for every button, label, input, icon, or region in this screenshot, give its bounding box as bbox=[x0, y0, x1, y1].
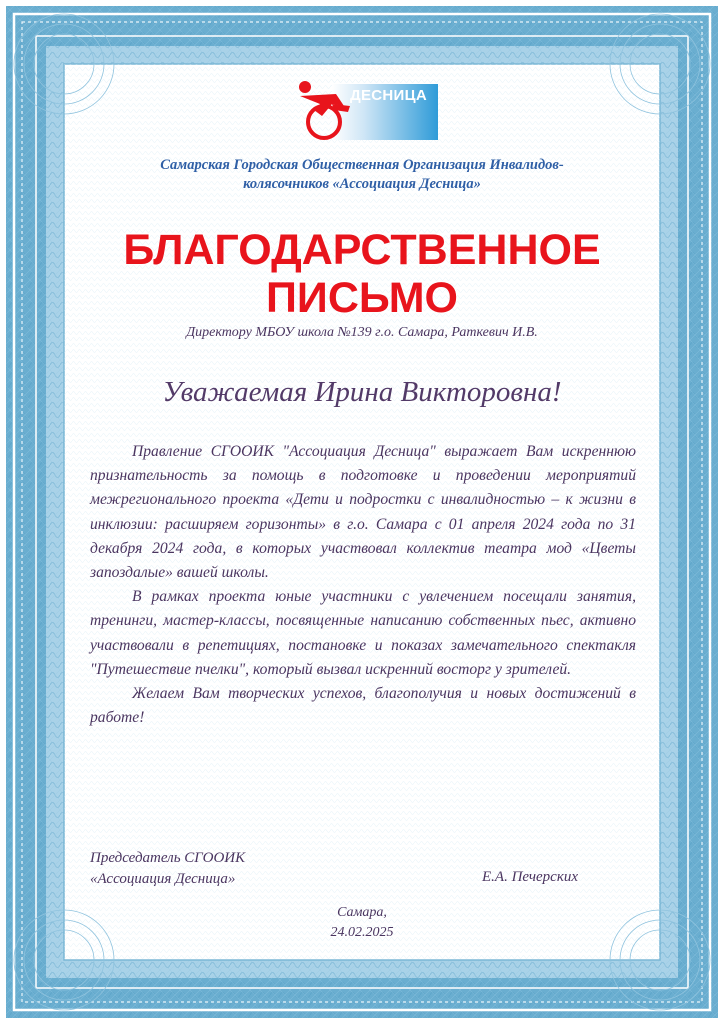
signatory-position-line-2: «Ассоциация Десница» bbox=[90, 871, 236, 887]
wheelchair-athlete-icon bbox=[292, 76, 362, 142]
city: Самара, bbox=[337, 905, 387, 920]
title-line-2: ПИСЬМО bbox=[266, 274, 458, 322]
document-title bbox=[60, 226, 664, 322]
organization-line-1: Самарская Городская Общественная Организация Инвалидов- bbox=[160, 157, 564, 173]
organization-logo bbox=[292, 76, 438, 142]
salutation: Уважаемая Ирина Викторовна! bbox=[162, 376, 562, 408]
signatory-position-line-1: Председатель СГООИК bbox=[90, 850, 246, 866]
letter-body bbox=[90, 440, 636, 730]
logo-text: ДЕСНИЦА bbox=[350, 87, 428, 104]
body-paragraph-2: В рамках проекта юные участники с увлечением посещали занятия, тренинги, мастер-классы, посвященные написанию собственных пьес, активно участвовали в репетициях, постановке и показах замечательного спектакля "Путешествие пчелки", который вызвал искренний восторг у зрителей. bbox=[90, 588, 636, 678]
addressee: Директору МБОУ школа №139 г.о. Самара, Раткевич И.В. bbox=[186, 325, 538, 340]
date: 24.02.2025 bbox=[330, 925, 394, 940]
body-paragraph-3: Желаем Вам творческих успехов, благополучия и новых достижений в работе! bbox=[90, 685, 636, 727]
organization-name bbox=[90, 156, 634, 194]
organization-line-2: колясочников «Ассоциация Десница» bbox=[243, 176, 481, 192]
signatory-name: Е.А. Печерских bbox=[482, 869, 579, 885]
signatory-position bbox=[90, 848, 245, 890]
body-paragraph-1: Правление СГООИК "Ассоциация Десница" выражает Вам искреннюю признательность за помощь в подготовке и проведении мероприятий межрегионального проекта «Дети и подростки с инвалидностью – к жизни в инклюзии: расширяем горизонты» в г.о. Самара с 01 апреля 2024 года по 31 декабря 2024 года, в которых участвовал коллектив театра мод «Цветы запоздалые» вашей школы. bbox=[90, 443, 636, 582]
title-line-1: БЛАГОДАРСТВЕННОЕ bbox=[123, 226, 601, 274]
place-and-date bbox=[262, 903, 462, 943]
